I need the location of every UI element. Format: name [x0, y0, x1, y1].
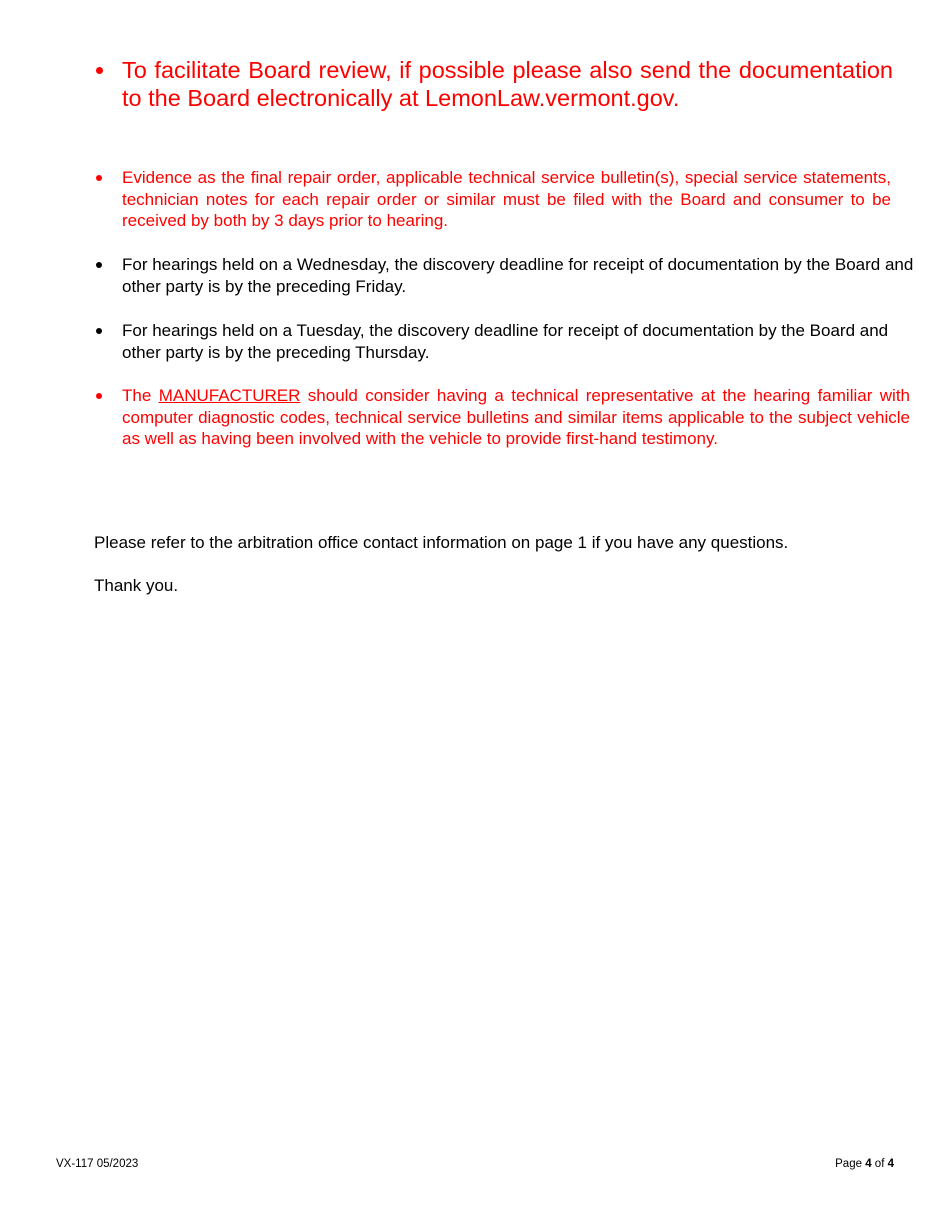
bullet-manufacturer-representative — [94, 385, 910, 450]
bullet-wednesday-deadline — [94, 254, 922, 297]
page-total: 4 — [887, 1158, 894, 1170]
page-current: 4 — [865, 1158, 872, 1170]
bullet-text: For hearings held on a Wednesday, the discovery deadline for receipt of documentation by the Board and other party is by the preceding Friday. — [122, 255, 914, 296]
page-number — [835, 1158, 894, 1170]
closing-thanks: Thank you. — [94, 576, 179, 595]
closing-contact-note: Please refer to the arbitration office contact information on page 1 if you have any questions. — [94, 533, 789, 552]
bullet-dot-icon — [96, 262, 102, 268]
bullet-dot-icon — [96, 175, 102, 181]
bullet-dot-icon — [96, 67, 103, 74]
bullet-tuesday-deadline — [94, 320, 922, 363]
bullet-dot-icon — [96, 393, 102, 399]
bullet-text: For hearings held on a Tuesday, the discovery deadline for receipt of documentation by the Board and other party is by the preceding Thursday. — [122, 321, 889, 362]
manufacturer-emphasis: MANUFACTURER — [158, 386, 301, 405]
bullet-text: To facilitate Board review, if possible please also send the documentation to the Board electronically at LemonLaw.vermont.gov. — [122, 57, 893, 111]
page-label: Page — [835, 1158, 862, 1170]
bullet-text-suffix: should consider having a technical representative at the hearing familiar with computer diagnostic codes, technical service bulletins and similar items applicable to the subject vehicle as well as having been involved with the vehicle to provide first-hand testimony. — [122, 386, 910, 448]
bullet-dot-icon — [96, 328, 102, 334]
page-of: of — [874, 1158, 885, 1170]
bullet-evidence-filing — [94, 167, 891, 232]
bullet-electronic-submission — [94, 56, 893, 112]
bullet-text: Evidence as the final repair order, applicable technical service bulletin(s), special service statements, technician notes for each repair order or similar must be filed with the Board and consumer to be received by both by 3 days prior to hearing. — [122, 168, 891, 230]
form-identifier: VX-117 05/2023 — [56, 1158, 139, 1170]
bullet-text-prefix: The — [122, 386, 152, 405]
